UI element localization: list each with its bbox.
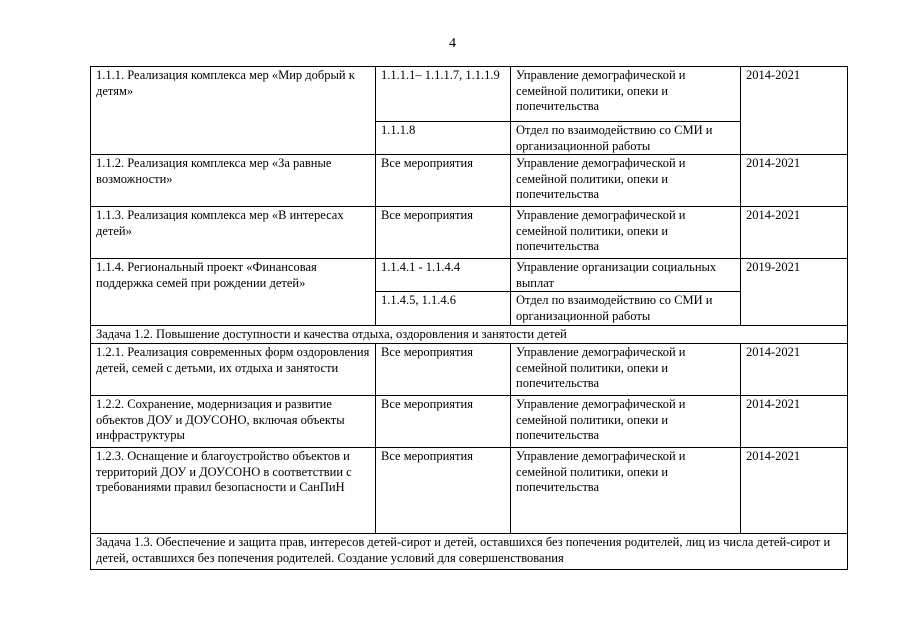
activity-cell: 1.1.1. Реализация комплекса мер «Мир добрый к детям» <box>91 67 376 155</box>
executor-cell: Управление демографической и семейной политики, опеки и попечительства <box>511 67 741 122</box>
executor-cell: Управление организации социальных выплат <box>511 259 741 292</box>
activity-cell: 1.1.2. Реализация комплекса мер «За равные возможности» <box>91 155 376 207</box>
executor-cell: Управление демографической и семейной политики, опеки и попечительства <box>511 155 741 207</box>
executor-cell: Управление демографической и семейной политики, опеки и попечительства <box>511 344 741 396</box>
period-cell: 2014-2021 <box>741 448 848 534</box>
table-row <box>91 67 848 122</box>
table-row <box>91 448 848 534</box>
activity-cell: 1.2.1. Реализация современных форм оздоровления детей, семей с детьми, их отдыха и занятости <box>91 344 376 396</box>
page-number: 4 <box>449 36 456 51</box>
period-cell: 2019-2021 <box>741 259 848 326</box>
table-row <box>91 155 848 207</box>
measures-cell: Все мероприятия <box>376 448 511 534</box>
table-row <box>91 207 848 259</box>
activity-cell: 1.2.3. Оснащение и благоустройство объектов и территорий ДОУ и ДОУСОНО в соответствии с требованиями правил безопасности и СанПиН <box>91 448 376 534</box>
executor-cell: Управление демографической и семейной политики, опеки и попечительства <box>511 448 741 534</box>
measures-cell: 1.1.4.1 - 1.1.4.4 <box>376 259 511 292</box>
table-row <box>91 259 848 292</box>
activity-cell: 1.1.3. Реализация комплекса мер «В интересах детей» <box>91 207 376 259</box>
measures-cell: 1.1.1.8 <box>376 122 511 155</box>
activity-cell: 1.2.2. Сохранение, модернизация и развитие объектов ДОУ и ДОУСОНО, включая объекты инфраструктуры <box>91 396 376 448</box>
period-cell: 2014-2021 <box>741 155 848 207</box>
measures-cell: Все мероприятия <box>376 207 511 259</box>
program-table <box>90 66 848 570</box>
measures-cell: 1.1.1.1– 1.1.1.7, 1.1.1.9 <box>376 67 511 122</box>
period-cell: 2014-2021 <box>741 344 848 396</box>
table-row <box>91 396 848 448</box>
task-row <box>91 326 848 344</box>
period-cell: 2014-2021 <box>741 207 848 259</box>
period-cell: 2014-2021 <box>741 396 848 448</box>
measures-cell: Все мероприятия <box>376 344 511 396</box>
measures-cell: Все мероприятия <box>376 396 511 448</box>
task-cell: Задача 1.3. Обеспечение и защита прав, интересов детей-сирот и детей, оставшихся без попечения родителей, лиц из числа детей-сирот и детей, оставшихся без попечения родителей. Создание условий для совершенствования <box>91 534 848 570</box>
executor-cell: Отдел по взаимодействию со СМИ и организационной работы <box>511 292 741 326</box>
period-cell: 2014-2021 <box>741 67 848 155</box>
task-cell: Задача 1.2. Повышение доступности и качества отдыха, оздоровления и занятости детей <box>91 326 848 344</box>
executor-cell: Управление демографической и семейной политики, опеки и попечительства <box>511 207 741 259</box>
activity-cell: 1.1.4. Региональный проект «Финансовая поддержка семей при рождении детей» <box>91 259 376 326</box>
executor-cell: Управление демографической и семейной политики, опеки и попечительства <box>511 396 741 448</box>
executor-cell: Отдел по взаимодействию со СМИ и организационной работы <box>511 122 741 155</box>
table-row <box>91 344 848 396</box>
measures-cell: 1.1.4.5, 1.1.4.6 <box>376 292 511 326</box>
task-row <box>91 534 848 570</box>
measures-cell: Все мероприятия <box>376 155 511 207</box>
